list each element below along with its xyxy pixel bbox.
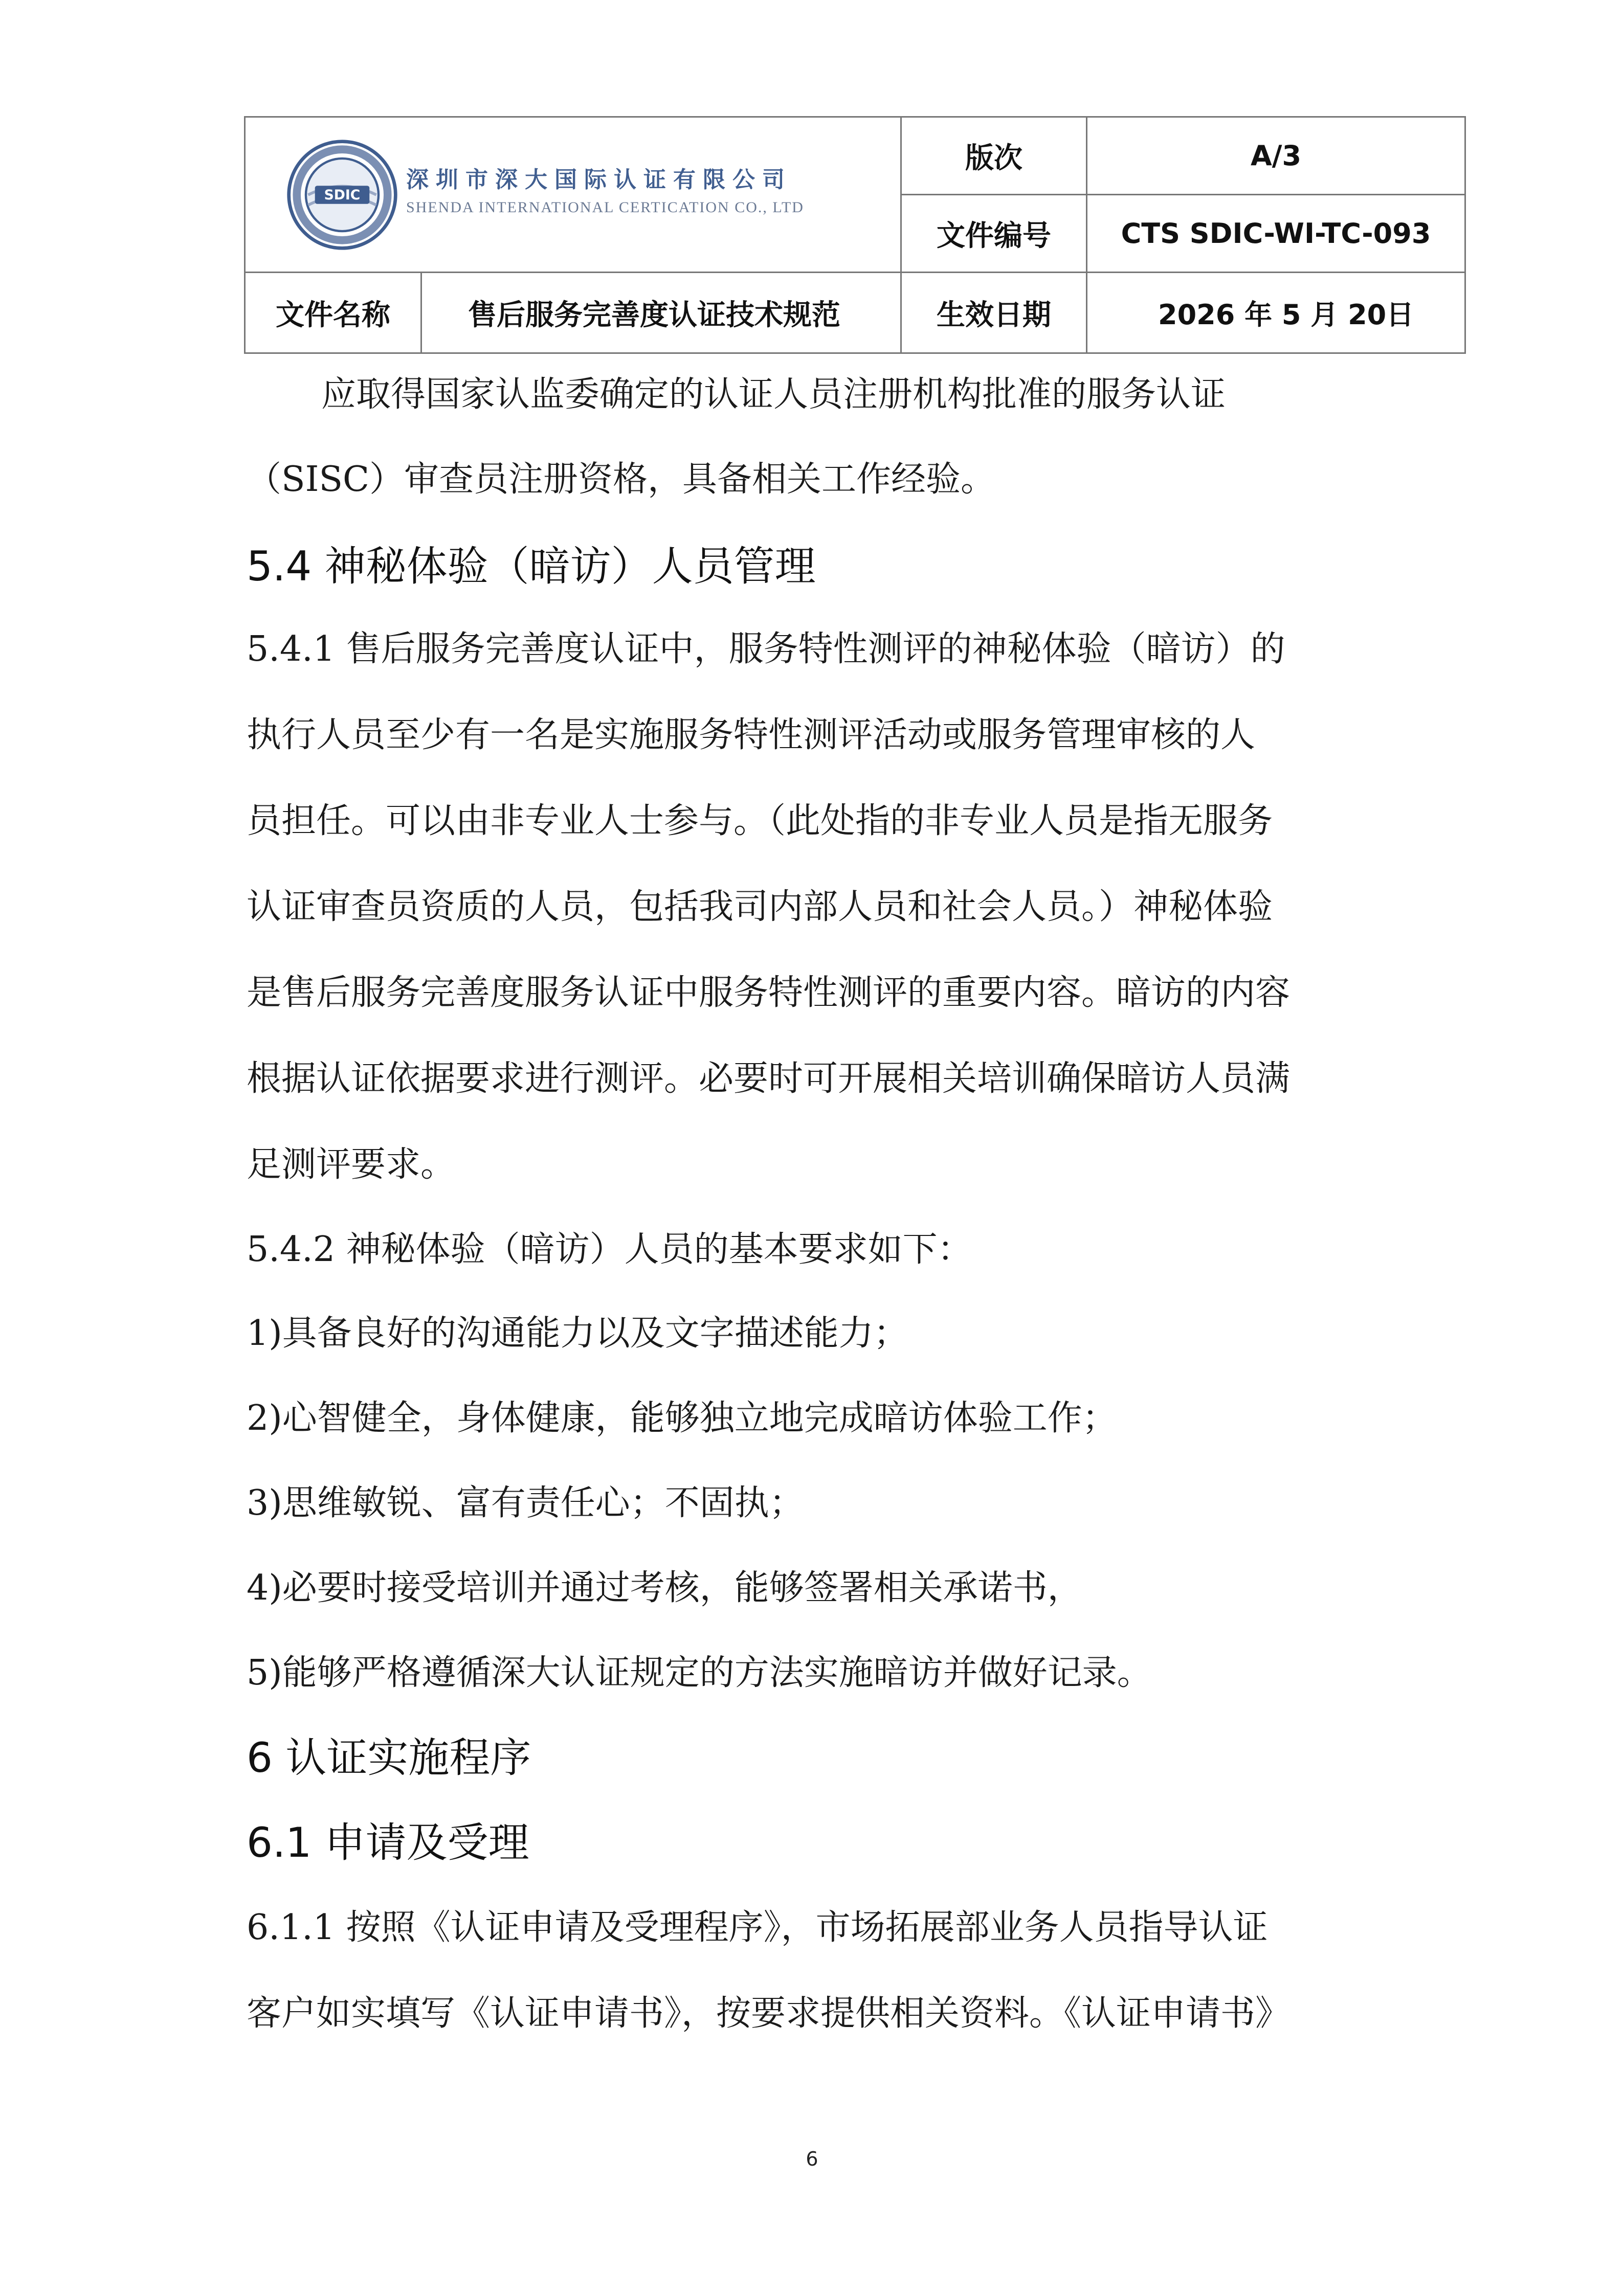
- logo-text: SDIC: [324, 187, 361, 203]
- paragraph-line: 认证审查员资质的人员，包括我司内部人员和社会人员。）神秘体验: [247, 887, 1273, 927]
- company-name-cn: 深圳市深大国际认证有限公司: [406, 166, 792, 193]
- paragraph-line: 客户如实填写《认证申请书》，按要求提供相关资料。《认证申请书》: [247, 1993, 1291, 2034]
- list-item: 2)心智健全，身体健康，能够独立地完成暗访体验工作；: [247, 1398, 1117, 1438]
- version-value: A/3: [1087, 117, 1465, 195]
- paragraph-line: 根据认证依据要求进行测评。必要时可开展相关培训确保暗访人员满: [247, 1059, 1291, 1099]
- paragraph-line: （SISC）审查员注册资格，具备相关工作经验。: [247, 459, 996, 500]
- paragraph-line: 5.4.1 售后服务完善度认证中，服务特性测评的神秘体验（暗访）的: [247, 629, 1285, 669]
- document-header-table: [244, 116, 1466, 354]
- doc-number-label: 文件编号: [901, 195, 1087, 273]
- company-name-en: SHENDA INTERNATIONAL CERTICATION CO., LTD: [406, 198, 804, 216]
- page-number: 6: [806, 2148, 818, 2170]
- paragraph-line: 6.1.1 按照《认证申请及受理程序》，市场拓展部业务人员指导认证: [247, 1907, 1268, 1948]
- version-label: 版次: [901, 117, 1087, 195]
- paragraph-line: 足测评要求。: [247, 1144, 456, 1185]
- effective-date-value: 2026 年 5 月 20日: [1087, 273, 1465, 353]
- doc-name-value: 售后服务完善度认证技术规范: [421, 273, 901, 353]
- paragraph-line: 5.4.2 神秘体验（暗访）人员的基本要求如下：: [247, 1229, 972, 1270]
- list-item: 3)思维敏锐、富有责任心；不固执；: [247, 1483, 804, 1523]
- section-heading: 6 认证实施程序: [247, 1734, 531, 1782]
- paragraph-line: 员担任。可以由非专业人士参与。（此处指的非专业人员是指无服务: [247, 801, 1273, 841]
- paragraph-line: 应取得国家认监委确定的认证人员注册机构批准的服务认证: [321, 374, 1226, 415]
- list-item: 4)必要时接受培训并通过考核，能够签署相关承诺书，: [247, 1568, 1082, 1608]
- list-item: 1)具备良好的沟通能力以及文字描述能力；: [247, 1313, 908, 1354]
- section-heading: 5.4 神秘体验（暗访）人员管理: [247, 543, 816, 590]
- sdic-emblem-icon: [285, 138, 399, 252]
- section-heading: 6.1 申请及受理: [247, 1819, 529, 1866]
- doc-number-value: CTS SDIC-WI-TC-093: [1087, 195, 1465, 273]
- effective-date-label: 生效日期: [901, 273, 1087, 353]
- company-logo-cell: [245, 117, 901, 273]
- paragraph-line: 执行人员至少有一名是实施服务特性测评活动或服务管理审核的人: [247, 715, 1256, 755]
- doc-name-label: 文件名称: [245, 273, 421, 353]
- list-item: 5)能够严格遵循深大认证规定的方法实施暗访并做好记录。: [247, 1653, 1152, 1693]
- paragraph-line: 是售后服务完善度服务认证中服务特性测评的重要内容。暗访的内容: [247, 973, 1291, 1013]
